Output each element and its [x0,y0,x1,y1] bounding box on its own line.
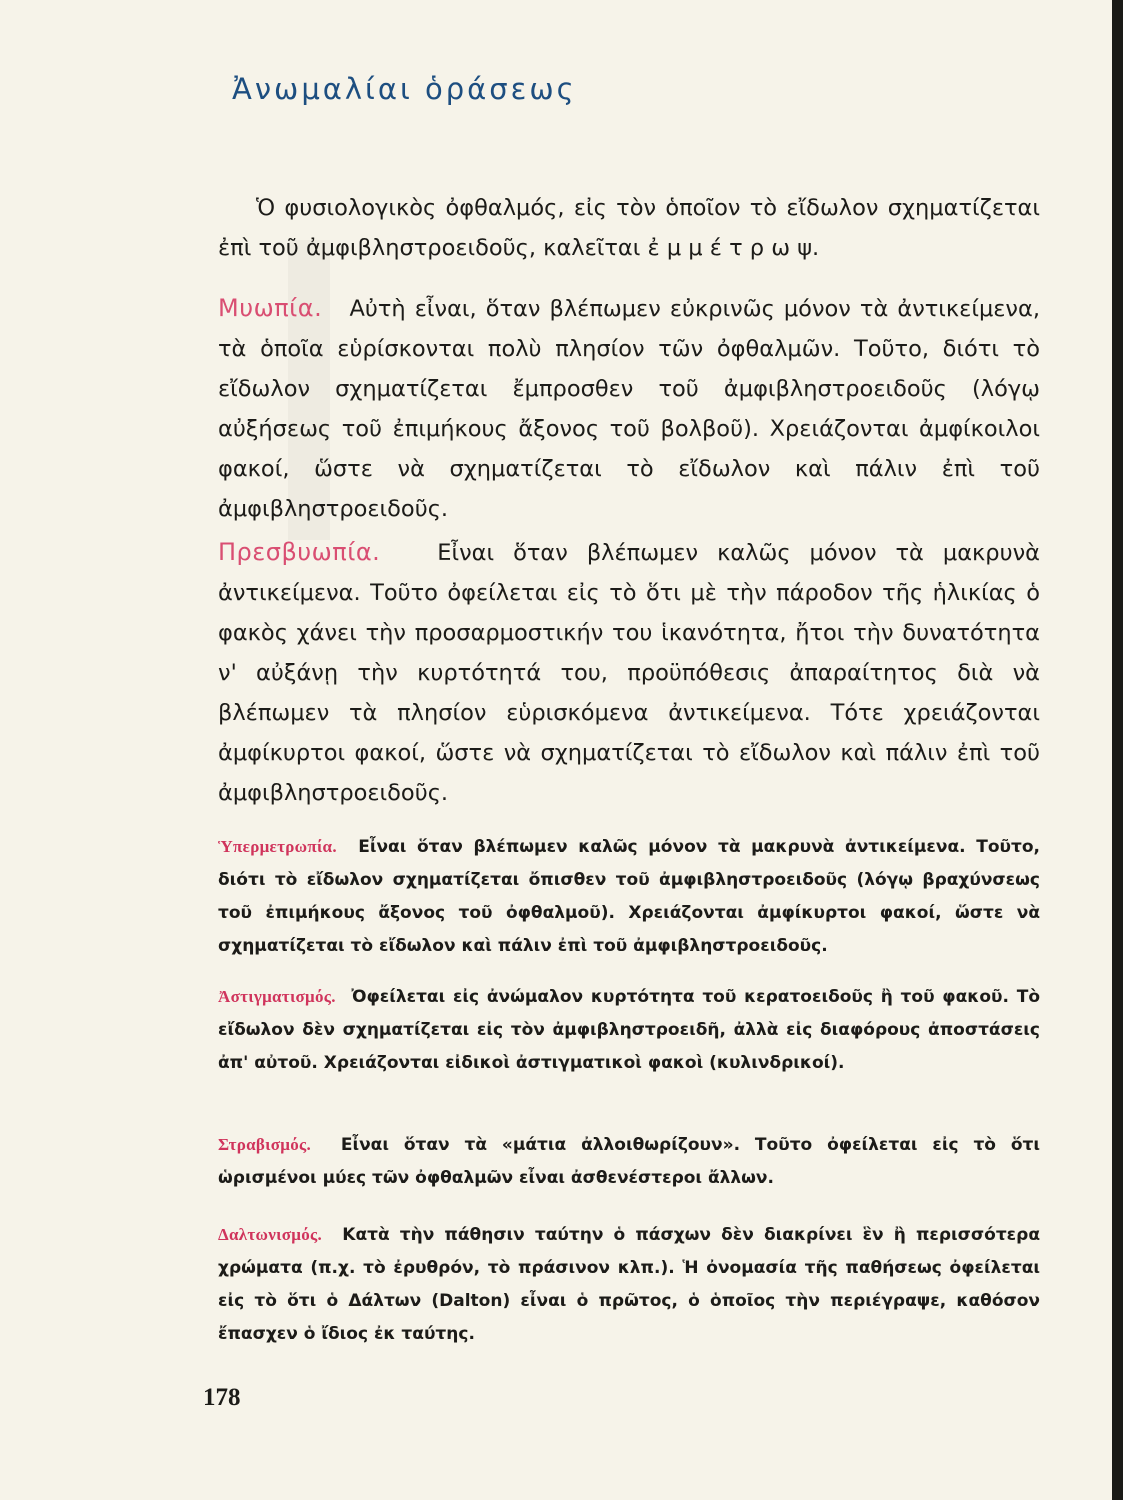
astigmatism-text: Ὀφείλεται εἰς ἀνώμαλον κυρτότητα τοῦ κερατοειδοῦς ἢ τοῦ φακοῦ. Τὸ εἴδωλον δὲν σχηματίζεται εἰς τὸν ἀμφιβληστροειδῆ, ἀλλὰ εἰς διαφόρους ἀποστάσεις ἀπ' αὐτοῦ. Χρειάζονται εἰδικοὶ ἀστιγματικοὶ φακοὶ (κυλινδρικοί). [218,987,1040,1073]
myopia-term: Μυωπία. [218,294,323,322]
presbyopia-paragraph [218,532,1040,813]
daltonism-text: Κατὰ τὴν πάθησιν ταύτην ὁ πάσχων δὲν διακρίνει ἓν ἢ περισσότερα χρώματα (π.χ. τὸ ἐρυθρόν, τὸ πράσινον κλπ.). Ἡ ὀνομασία τῆς παθήσεως ὀφείλεται εἰς τὸ ὅτι ὁ Δάλτων (Dalton) εἶναι ὁ πρῶτος, ὁ ὁποῖος τὴν περιέγραψε, καθόσον ἔπασχεν ὁ ἴδιος ἐκ ταύτης. [218,1225,1040,1344]
daltonism-note [218,1218,1040,1351]
presbyopia-text: Εἶναι ὅταν βλέπωμεν καλῶς μόνον τὰ μακρυνὰ ἀντικείμενα. Τοῦτο ὀφείλεται εἰς τὸ ὅτι μὲ τὴν πάροδον τῆς ἡλικίας ὁ φακὸς χάνει τὴν προσαρμοστικήν του ἱκανότητα, ἤτοι τὴν δυνατότητα ν' αὐξάνῃ τὴν κυρτότητά του, προϋπόθεσις ἀπαραίτητος διὰ νὰ βλέπωμεν τὰ πλησίον εὑρισκόμενα ἀντικείμενα. Τότε χρειάζονται ἀμφίκυρτοι φακοί, ὥστε νὰ σχηματίζεται τὸ εἴδωλον καὶ πάλιν ἐπὶ τοῦ ἀμφιβληστροειδοῦς. [218,540,1040,806]
strabismus-note [218,1128,1040,1195]
presbyopia-term: Πρεσβυωπία. [218,538,381,566]
page-number: 178 [203,1384,241,1411]
daltonism-term: Δαλτωνισμός. [218,1225,323,1244]
intro-paragraph: Ὁ φυσιολογικὸς ὀφθαλμός, εἰς τὸν ὁποῖον τὸ εἴδωλον σχηματίζεται ἐπὶ τοῦ ἀμφιβληστροειδοῦς, καλεῖται ἐ μ μ έ τ ρ ω ψ. [218,195,1040,261]
astigmatism-note [218,980,1040,1080]
hypermetropia-note [218,830,1040,963]
hypermetropia-term: Ὑπερμετρωπία. [218,837,337,856]
strabismus-term: Στραβισμός. [218,1135,312,1154]
myopia-text: Αὐτὴ εἶναι, ὅταν βλέπωμεν εὐκρινῶς μόνον τὰ ἀντικείμενα, τὰ ὁποῖα εὑρίσκονται πολὺ πλησίον τῶν ὀφθαλμῶν. Τοῦτο, διότι τὸ εἴδωλον σχηματίζεται ἔμπροσθεν τοῦ ἀμφιβληστροειδοῦς (λόγῳ αὐξήσεως τοῦ ἐπιμήκους ἄξονος τοῦ βολβοῦ). Χρειάζονται ἀμφίκοιλοι φακοί, ὥστε νὰ σχηματίζεται τὸ εἴδωλον καὶ πάλιν ἐπὶ τοῦ ἀμφιβληστροειδοῦς. [218,296,1040,522]
myopia-paragraph [218,288,1040,529]
hypermetropia-text: Εἶναι ὅταν βλέπωμεν καλῶς μόνον τὰ μακρυνὰ ἀντικείμενα. Τοῦτο, διότι τὸ εἴδωλον σχηματίζεται ὄπισθεν τοῦ ἀμφιβληστροειδοῦς (λόγῳ βραχύνσεως τοῦ ἐπιμήκους ἄξονος τοῦ ὀφθαλμοῦ). Χρειάζονται ἀμφίκυρτοι φακοί, ὥστε νὰ σχηματίζεται τὸ εἴδωλον καὶ πάλιν ἐπὶ τοῦ ἀμφιβληστροειδοῦς. [218,837,1040,956]
page-edge [1112,0,1123,1500]
astigmatism-term: Ἀστιγματισμός. [218,987,336,1006]
strabismus-text: Εἶναι ὅταν τὰ «μάτια ἀλλοιθωρίζουν». Τοῦτο ὀφείλεται εἰς τὸ ὅτι ὡρισμένοι μύες τῶν ὀφθαλμῶν εἶναι ἀσθενέστεροι ἄλλων. [218,1135,1041,1188]
section-title: Ἀνωμαλίαι ὁράσεως [232,72,577,106]
